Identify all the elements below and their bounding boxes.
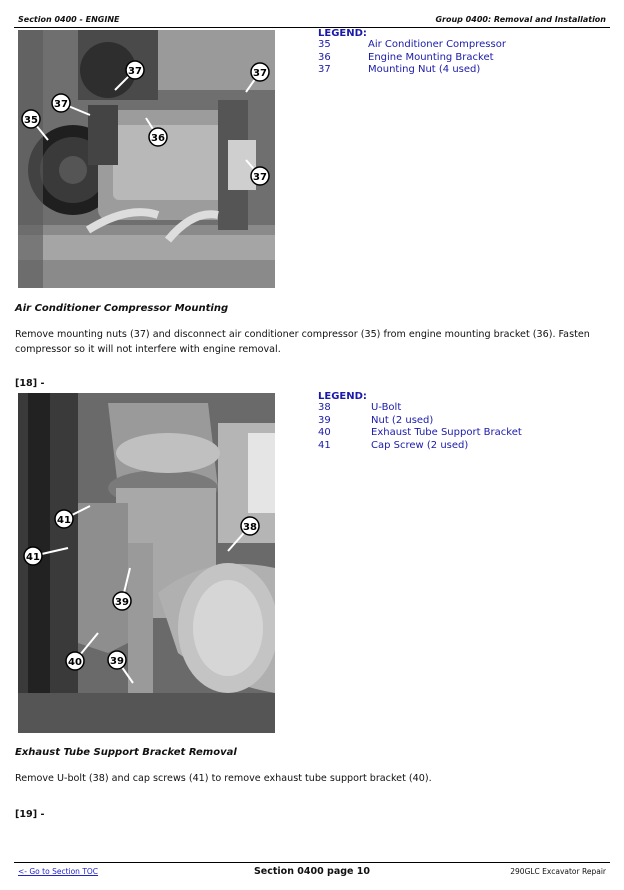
svg-text:41: 41 [26, 552, 40, 563]
svg-text:37: 37 [128, 66, 142, 77]
legend-item [318, 427, 522, 440]
svg-text:40: 40 [68, 657, 82, 668]
legend-item [318, 64, 506, 77]
section-header: Section 0400 - ENGINE [18, 15, 120, 24]
callout-38 [241, 517, 259, 535]
figure1-caption: Air Conditioner Compressor Mounting [15, 303, 229, 314]
legend-label: U-Bolt [371, 402, 402, 413]
step-19-label: [19] - [15, 809, 45, 820]
step-18-label: [18] - [15, 378, 45, 389]
legend-label: Air Conditioner Compressor [368, 39, 506, 50]
svg-text:41: 41 [57, 515, 71, 526]
svg-text:37: 37 [253, 172, 267, 183]
legend-number: 39 [318, 414, 331, 426]
manual-title: 290GLC Excavator Repair [510, 867, 606, 876]
svg-text:39: 39 [110, 656, 124, 667]
group-header: Group 0400: Removal and Installation [435, 15, 606, 24]
page-number: Section 0400 page 10 [253, 866, 371, 877]
legend-item [318, 440, 522, 453]
legend-item [318, 415, 522, 428]
legend-number: 36 [318, 51, 331, 63]
exhaust-bracket-photo [18, 393, 275, 733]
legend-item [318, 402, 522, 415]
figure1-instructions: Remove mounting nuts (37) and disconnect air conditioner compressor (35) from engine mounting bracket (36). Fasten compressor so it will not interfere with engine removal. [15, 329, 590, 355]
callout-39-top [113, 592, 131, 610]
legend-number: 37 [318, 64, 331, 75]
header-divider [14, 27, 610, 28]
svg-text:36: 36 [151, 133, 165, 144]
footer-divider [14, 862, 610, 863]
svg-text:39: 39 [115, 597, 129, 608]
figure2-caption: Exhaust Tube Support Bracket Removal [15, 747, 237, 758]
svg-text:37: 37 [54, 99, 68, 110]
legend-label: Nut (2 used) [371, 414, 434, 426]
legend-label: Mounting Nut (4 used) [368, 64, 481, 75]
legend-item [318, 52, 506, 65]
callout-37-top [126, 61, 144, 79]
go-to-section-toc-link[interactable]: <- Go to Section TOC [18, 867, 99, 876]
legend-number: 35 [318, 39, 331, 50]
callout-37-right [251, 63, 269, 81]
legend-label: Exhaust Tube Support Bracket [371, 427, 522, 438]
legend-label: Cap Screw (2 used) [371, 439, 469, 451]
callout-39-bottom [108, 651, 126, 669]
svg-text:37: 37 [253, 68, 267, 79]
callout-37-left [52, 94, 70, 112]
callout-41-left [24, 547, 42, 565]
callout-35 [22, 110, 40, 128]
figure2-instructions: Remove U-bolt (38) and cap screws (41) to remove exhaust tube support bracket (40). [15, 773, 432, 784]
svg-text:38: 38 [243, 522, 257, 533]
legend-item [318, 39, 506, 52]
callout-37-bottom [251, 167, 269, 185]
callout-36 [149, 128, 167, 146]
callout-40 [66, 652, 84, 670]
legend-label: Engine Mounting Bracket [368, 51, 494, 63]
legend-figure2 [318, 391, 522, 452]
callout-41-top [55, 510, 73, 528]
legend-title: LEGEND: [318, 391, 367, 402]
legend-number: 38 [318, 402, 331, 413]
compressor-photo [18, 30, 275, 288]
legend-number: 40 [318, 427, 331, 438]
svg-text:35: 35 [24, 115, 38, 126]
legend-number: 41 [318, 439, 331, 451]
legend-figure1 [318, 28, 506, 77]
legend-title: LEGEND: [318, 28, 367, 39]
